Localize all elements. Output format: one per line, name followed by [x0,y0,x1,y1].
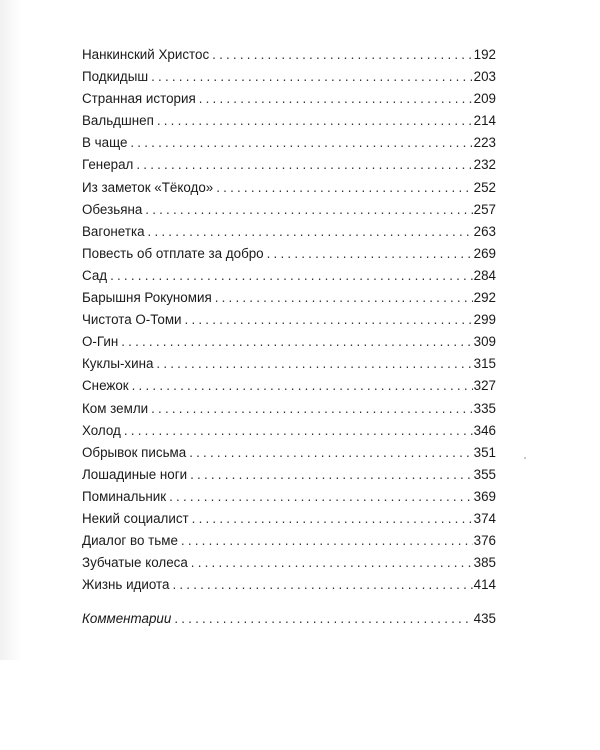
toc-entry-page: 369 [473,488,496,504]
toc-entry-title: Ком земли [82,400,149,416]
dot-leader [148,221,473,243]
toc-entry-title: Диалог во тьме [82,533,178,549]
dot-leader [267,243,473,265]
toc-entry-page: 192 [473,47,496,62]
toc-entry-page: 299 [473,312,496,328]
toc-entry-page: 385 [473,555,496,571]
toc-entry [82,420,496,442]
toc-entry-page: 315 [473,356,496,372]
dot-leader [151,398,473,420]
scan-speck [524,457,526,459]
toc-entry [82,530,496,552]
section-spacer [82,596,496,608]
toc-entry [82,44,496,66]
toc-entry [82,375,496,397]
toc-entry-title: Холод [82,422,121,438]
toc-entry [82,331,496,353]
toc-entry-title: Подкидыш [82,69,149,85]
toc-entry-page: 209 [473,91,496,107]
toc-entry [82,199,496,221]
toc-entry [82,177,496,199]
toc-entry-title: Вагонетка [82,223,145,239]
dot-leader [199,88,473,110]
toc-entry-title: Чистота О-Томи [82,312,182,328]
toc-entry-title: Нанкинский Христос [82,47,210,62]
dot-leader [145,199,472,221]
dot-leader [124,420,473,442]
toc-entry-page: 327 [473,378,496,394]
page-edge-shadow [0,0,22,660]
toc-entry-title: Обезьяна [82,201,143,217]
toc-entry [82,486,496,508]
dot-leader [215,287,473,309]
toc-entry-title: Зубчатые колеса [82,555,188,571]
toc-entry [82,398,496,420]
toc-entry-page: 335 [473,400,496,416]
toc-entry-page: 214 [473,113,496,129]
dot-leader [130,132,472,154]
toc-entry-title: Сад [82,267,108,283]
dot-leader [191,552,473,574]
toc-entry-title: Барышня Рокуномия [82,290,212,306]
toc-entry-title: О-Гин [82,334,119,350]
dot-leader [121,331,472,353]
toc-entry-page: 203 [473,69,496,85]
toc-entry [82,265,496,287]
toc-entry [82,442,496,464]
toc-entry-page: 252 [473,179,496,195]
toc-entry-page: 292 [473,290,496,306]
toc-entry [82,353,496,375]
toc-entry [82,309,496,331]
dot-leader [132,375,473,397]
toc-entry-page: 355 [473,466,496,482]
toc-entry-title: Комментарии [82,611,172,627]
toc-entry [82,88,496,110]
toc-entry [82,508,496,530]
toc-entry-commentary [82,608,496,630]
toc-entry-title: Обрывок письма [82,444,187,460]
toc-entry [82,287,496,309]
toc-entry-page: 435 [473,611,496,627]
toc-entry-title: Повесть об отплате за добро [82,245,264,261]
table-of-contents [82,44,496,630]
dot-leader [212,44,472,66]
toc-entry-page: 257 [473,201,496,217]
dot-leader [216,177,472,199]
dot-leader [172,574,472,596]
dot-leader [189,442,472,464]
toc-entry-title: Странная история [82,91,196,107]
dot-leader [190,464,473,486]
toc-entry-title: Генерал [82,157,134,173]
dot-leader [156,353,472,375]
toc-entry-page: 376 [473,533,496,549]
toc-entry [82,66,496,88]
toc-entry-page: 414 [473,577,496,593]
toc-entry [82,221,496,243]
dot-leader [151,66,473,88]
toc-entry [82,552,496,574]
toc-entry-title: Из заметок «Тёкодо» [82,179,214,195]
toc-entry [82,110,496,132]
toc-entry [82,154,496,176]
toc-entry [82,132,496,154]
toc-entry-page: 263 [473,223,496,239]
toc-entry [82,574,496,596]
toc-entry-page: 284 [473,267,496,283]
toc-entry-page: 269 [473,245,496,261]
dot-leader [185,309,473,331]
dot-leader [157,110,473,132]
dot-leader [174,608,472,630]
toc-entry-title: В чаще [82,135,128,151]
toc-entry-page: 374 [473,510,496,526]
toc-entry-title: Снежок [82,378,129,394]
dot-leader [169,486,473,508]
toc-entry-page: 223 [473,135,496,151]
toc-entry-title: Вальдшнеп [82,113,154,129]
toc-entry [82,464,496,486]
toc-entry-title: Некий социалист [82,510,189,526]
dot-leader [110,265,473,287]
toc-entry-page: 351 [473,444,496,460]
toc-entry-title: Поминальник [82,488,167,504]
dot-leader [192,508,473,530]
toc-entry-title: Жизнь идиота [82,577,170,593]
toc-entry-page: 346 [473,422,496,438]
toc-entry-title: Лошадиные ноги [82,466,188,482]
toc-entry-title: Куклы-хина [82,356,154,372]
dot-leader [136,154,472,176]
toc-entry-page: 309 [473,334,496,350]
toc-entry-page: 232 [473,157,496,173]
dot-leader [181,530,473,552]
toc-entry [82,243,496,265]
